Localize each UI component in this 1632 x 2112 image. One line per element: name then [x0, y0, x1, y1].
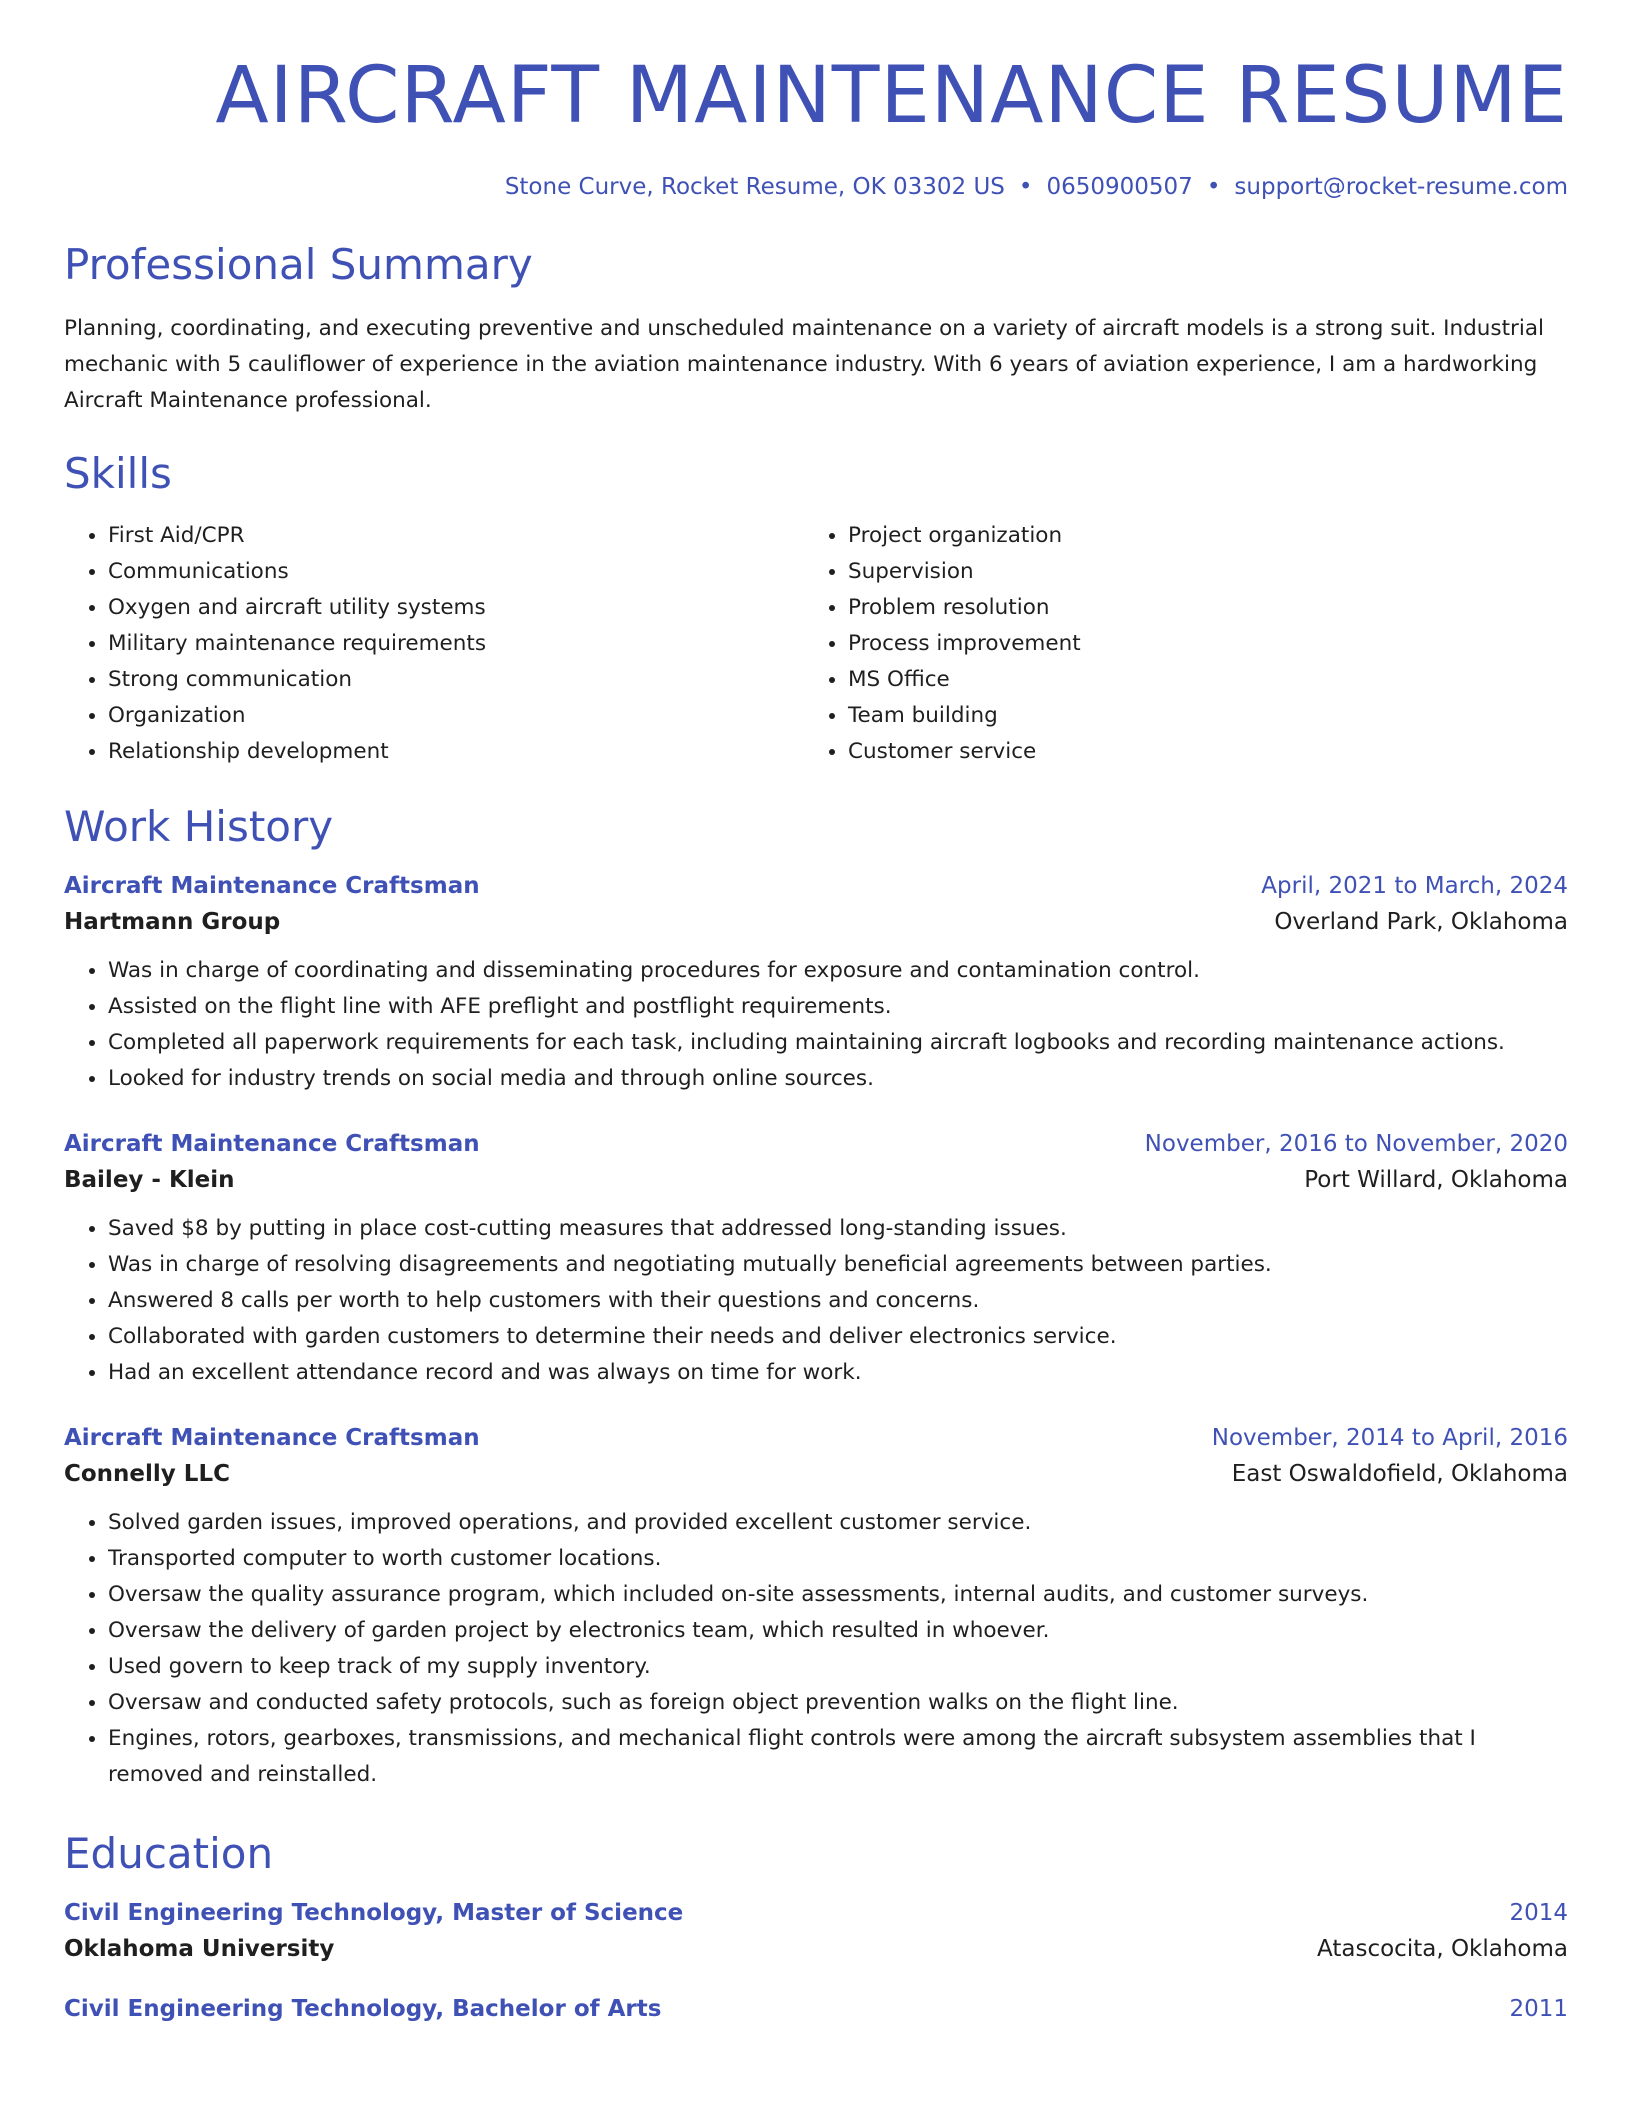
skill-item: • Military maintenance requirements: [108, 626, 804, 662]
job-entry: [64, 1131, 1568, 1391]
job-header: [64, 1131, 1568, 1157]
job-bullet: • Was in charge of coordinating and disseminating procedures for exposure and contamination control.: [108, 953, 1568, 989]
skills-column-left: [64, 518, 804, 770]
contact-email[interactable]: support@rocket-resume.com: [1234, 173, 1568, 200]
skill-item: • Strong communication: [108, 662, 804, 698]
skill-item: • Project organization: [848, 518, 1544, 554]
job-entry: [64, 1425, 1568, 1793]
education-subheader: [64, 1936, 1568, 1962]
education-header: [64, 1996, 1568, 2022]
skill-item: • Oxygen and aircraft utility systems: [108, 590, 804, 626]
job-bullet: • Engines, rotors, gearboxes, transmissions, and mechanical flight controls were among the aircraft subsystem assemblies that I removed and reinstalled.: [108, 1721, 1568, 1793]
skill-item: • MS Office: [848, 662, 1544, 698]
job-bullets: [64, 1211, 1568, 1391]
skill-item: • Problem resolution: [848, 590, 1544, 626]
skill-item: • Communications: [108, 554, 804, 590]
job-dates: November, 2016 to November, 2020: [1144, 1130, 1568, 1157]
job-bullet: • Oversaw and conducted safety protocols, such as foreign object prevention walks on the flight line.: [108, 1685, 1568, 1721]
job-bullets: [64, 953, 1568, 1097]
job-bullet: • Used govern to keep track of my supply inventory.: [108, 1649, 1568, 1685]
contact-line: [64, 174, 1568, 200]
job-bullet: • Saved $8 by putting in place cost-cutting measures that addressed long-standing issues.: [108, 1211, 1568, 1247]
job-dates: April, 2021 to March, 2024: [1261, 872, 1568, 899]
education-heading: Education: [64, 1828, 274, 1878]
job-role: Aircraft Maintenance Craftsman: [64, 872, 480, 899]
bullet-separator: •: [1206, 173, 1221, 200]
skills-column-right: [804, 518, 1544, 770]
job-bullet: • Looked for industry trends on social media and through online sources.: [108, 1061, 1568, 1097]
job-bullet: • Oversaw the delivery of garden project by electronics team, which resulted in whoever.: [108, 1613, 1568, 1649]
education-degree: Civil Engineering Technology, Master of Science: [64, 1899, 684, 1926]
education-location: Atascocita, Oklahoma: [1317, 1935, 1568, 1962]
skill-item: • Organization: [108, 698, 804, 734]
job-role: Aircraft Maintenance Craftsman: [64, 1424, 480, 1451]
job-subheader: [64, 1461, 1568, 1487]
job-bullet: • Had an excellent attendance record and was always on time for work.: [108, 1355, 1568, 1391]
skill-item: • Process improvement: [848, 626, 1544, 662]
summary-heading: Professional Summary: [64, 239, 533, 289]
education-year: 2014: [1509, 1899, 1568, 1926]
education-degree: Civil Engineering Technology, Bachelor of Arts: [64, 1995, 662, 2022]
job-header: [64, 1425, 1568, 1451]
education-header: [64, 1900, 1568, 1926]
job-bullet: • Oversaw the quality assurance program, which included on-site assessments, internal audits, and customer surveys.: [108, 1577, 1568, 1613]
job-bullet: • Assisted on the flight line with AFE preflight and postflight requirements.: [108, 989, 1568, 1025]
job-bullet: • Completed all paperwork requirements for each task, including maintaining aircraft logbooks and recording maintenance actions.: [108, 1025, 1568, 1061]
job-bullet: • Answered 8 calls per worth to help customers with their questions and concerns.: [108, 1283, 1568, 1319]
job-bullet: • Solved garden issues, improved operations, and provided excellent customer service.: [108, 1505, 1568, 1541]
contact-phone: 0650900507: [1046, 173, 1193, 200]
job-location: Port Willard, Oklahoma: [1304, 1166, 1568, 1193]
work-history-heading: Work History: [64, 801, 334, 851]
job-entry: [64, 873, 1568, 1097]
education-entry: [64, 1996, 1568, 2022]
skill-item: • Supervision: [848, 554, 1544, 590]
job-subheader: [64, 909, 1568, 935]
job-bullets: [64, 1505, 1568, 1793]
bullet-separator: •: [1018, 173, 1033, 200]
job-location: Overland Park, Oklahoma: [1274, 908, 1568, 935]
skill-item: • First Aid/CPR: [108, 518, 804, 554]
skills-heading: Skills: [64, 448, 172, 498]
education-entry: [64, 1900, 1568, 1962]
job-bullet: • Collaborated with garden customers to determine their needs and deliver electronics service.: [108, 1319, 1568, 1355]
skill-item: • Relationship development: [108, 734, 804, 770]
contact-address: Stone Curve, Rocket Resume, OK 03302 US: [504, 173, 1005, 200]
skill-item: • Customer service: [848, 734, 1544, 770]
resume-title: AIRCRAFT MAINTENANCE RESUME: [215, 51, 1568, 141]
job-bullet: • Was in charge of resolving disagreements and negotiating mutually beneficial agreements between parties.: [108, 1247, 1568, 1283]
job-company: Hartmann Group: [64, 908, 281, 935]
skills-list: [64, 518, 1568, 770]
skill-item: • Team building: [848, 698, 1544, 734]
summary-text: Planning, coordinating, and executing preventive and unscheduled maintenance on a variety of aircraft models is a strong suit. Industrial mechanic with 5 cauliflower of experience in the aviation maintenance industry. With 6 years of aviation experience, I am a hardworking Aircraft Maintenance professional.: [64, 315, 1544, 413]
job-header: [64, 873, 1568, 899]
job-dates: November, 2014 to April, 2016: [1211, 1424, 1568, 1451]
job-company: Connelly LLC: [64, 1460, 230, 1487]
education-year: 2011: [1509, 1995, 1568, 2022]
job-company: Bailey - Klein: [64, 1166, 235, 1193]
job-role: Aircraft Maintenance Craftsman: [64, 1130, 480, 1157]
job-location: East Oswaldofield, Oklahoma: [1231, 1460, 1568, 1487]
education-school: Oklahoma University: [64, 1935, 335, 1962]
job-subheader: [64, 1167, 1568, 1193]
job-bullet: • Transported computer to worth customer locations.: [108, 1541, 1568, 1577]
